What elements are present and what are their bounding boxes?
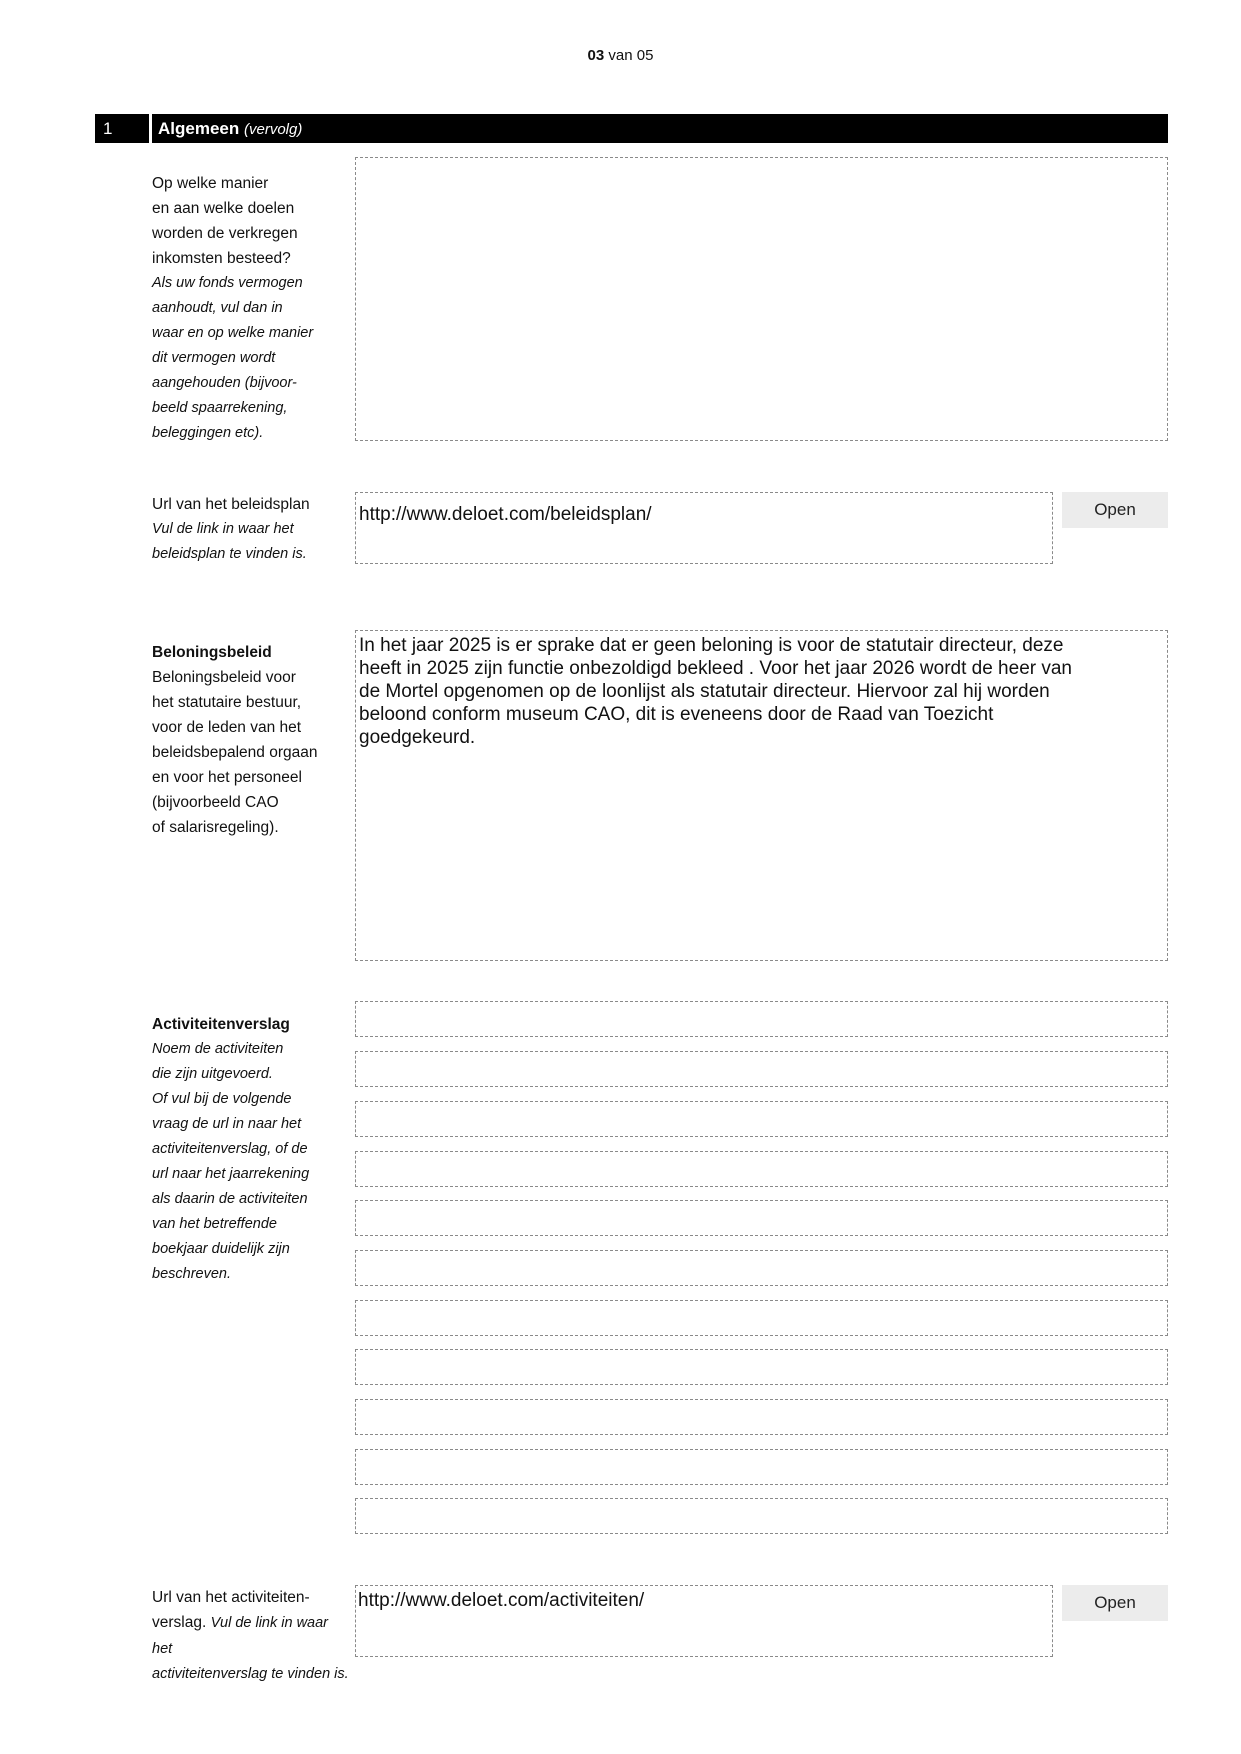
activity-line-8[interactable]	[355, 1349, 1168, 1385]
remuneration-textarea[interactable]	[355, 630, 1168, 961]
policy-url-value: http://www.deloet.com/beleidsplan/	[359, 504, 652, 525]
activity-line-4[interactable]	[355, 1151, 1168, 1187]
page-number	[0, 47, 1241, 64]
activities-label: Activiteitenverslag Noem de activiteiten die zijn uitgevoerd. Of vul bij de volgende vraag de url in naar het activiteitenverslag, of de url naar het jaarrekening als daarin de activiteiten van het betreffende boekjaar duidelijk zijn beschreven.	[152, 1012, 332, 1287]
activities-url-input[interactable]	[355, 1585, 1053, 1657]
section-number: 1	[95, 114, 149, 143]
activity-line-3[interactable]	[355, 1101, 1168, 1137]
open-activities-url-button[interactable]: Open	[1062, 1585, 1168, 1621]
activity-line-6[interactable]	[355, 1250, 1168, 1286]
policy-url-hint: Vul de link in waar het	[152, 521, 294, 537]
section-subtitle: (vervolg)	[243, 121, 303, 138]
activity-line-5[interactable]	[355, 1200, 1168, 1236]
page-current: 03	[587, 47, 605, 64]
activity-line-9[interactable]	[355, 1399, 1168, 1435]
activity-line-7[interactable]	[355, 1300, 1168, 1336]
spending-label: Op welke manier en aan welke doelen worden de verkregen inkomsten besteed? Als uw fonds vermogen aanhoudt, vul dan in waar en op welke manier dit vermogen wordt aangehouden (bijvoor- beeld spaarrekening, beleggingen etc).	[152, 171, 332, 446]
activities-url-label: Url van het activiteiten- verslag. Vul de link in waar het activiteitenverslag te vinden is.	[152, 1585, 352, 1687]
activities-url-hint: activiteitenverslag te vinden is.	[152, 1666, 349, 1682]
activity-line-2[interactable]	[355, 1051, 1168, 1087]
remuneration-label: Beloningsbeleid Beloningsbeleid voor het statutaire bestuur, voor de leden van het beleidsbepalend orgaan en voor het personeel (bijvoorbeeld CAO of salarisregeling).	[152, 640, 332, 840]
remuneration-title: Beloningsbeleid	[152, 644, 272, 661]
open-policy-url-button[interactable]: Open	[1062, 492, 1168, 528]
activity-line-10[interactable]	[355, 1449, 1168, 1485]
spending-textarea[interactable]	[355, 157, 1168, 441]
activities-title: Activiteitenverslag	[152, 1016, 290, 1033]
activity-line-11[interactable]	[355, 1498, 1168, 1534]
policy-url-label: Url van het beleidsplan Vul de link in waar het beleidsplan te vinden is.	[152, 492, 332, 567]
remuneration-value: In het jaar 2025 is er sprake dat er geen beloning is voor de statutair directeur, deze heeft in 2025 zijn functie onbezoldigd bekleed . Voor het jaar 2026 wordt de heer van de Mortel opgenomen op de loonlijst als statutair directeur. Hiervoor zal hij worden beloond conform museum CAO, dit is eveneens door de Raad van Toezicht goedgekeurd.	[359, 635, 1073, 748]
spending-hint: Als uw fonds vermogen	[152, 275, 303, 291]
page-total: van 05	[608, 47, 654, 64]
activities-url-value: http://www.deloet.com/activiteiten/	[358, 1590, 645, 1611]
policy-url-input[interactable]	[355, 492, 1053, 564]
section-title: Algemeen	[158, 119, 240, 138]
section-header	[152, 114, 1168, 143]
activity-line-1[interactable]	[355, 1001, 1168, 1037]
